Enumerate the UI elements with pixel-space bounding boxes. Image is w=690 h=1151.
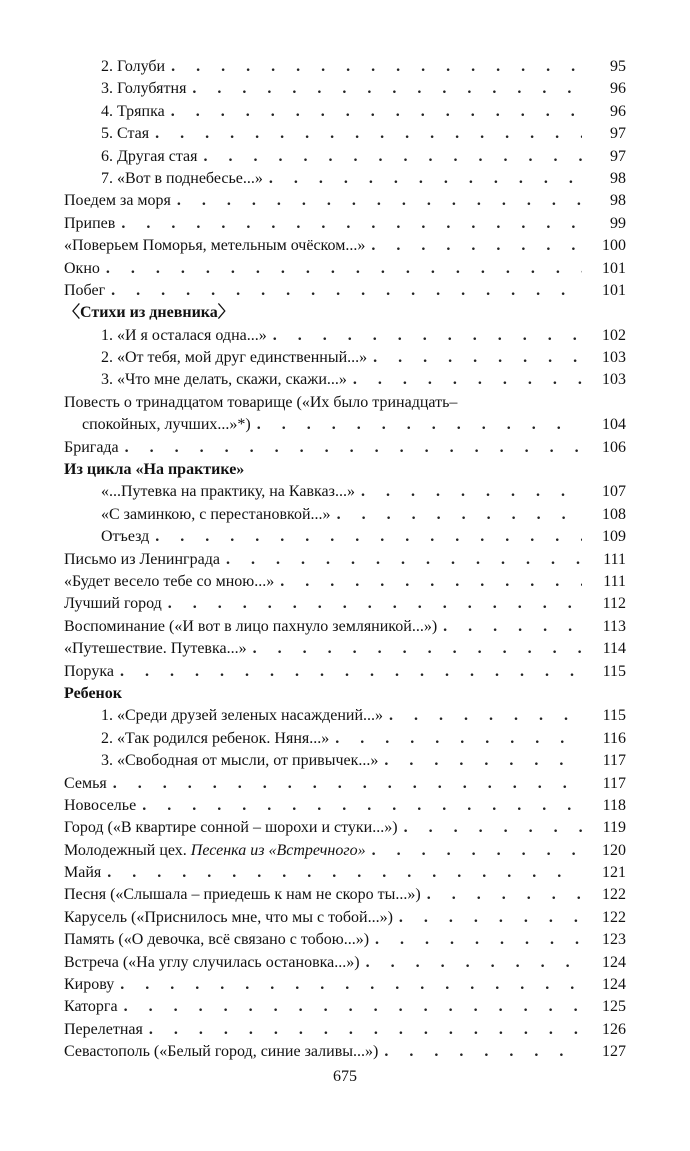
- toc-entry-page: 113: [602, 617, 626, 635]
- page-number: 675: [333, 1068, 357, 1085]
- toc-entry-title: Припев: [64, 214, 116, 232]
- toc-entry-page: 122: [602, 886, 626, 904]
- toc-entry-page: 108: [602, 505, 626, 523]
- toc-entry-title: 6. Другая стая: [101, 147, 198, 165]
- toc-entry-page: 95: [610, 58, 626, 75]
- toc-entry-page: 103: [602, 371, 626, 389]
- table-of-contents: [64, 56, 626, 1064]
- toc-entry-title: Воспоминание («И вот в лицо пахнуло земляникой...»): [64, 617, 438, 635]
- toc-entry-page: 111: [603, 572, 626, 590]
- toc-entry-title: Повесть о тринадцатом товарище («Их было тринадцать–: [64, 393, 458, 411]
- toc-entry: [64, 437, 626, 459]
- toc-entry-page: 122: [602, 908, 626, 926]
- dot-leader: [371, 235, 582, 257]
- toc-entry: [64, 258, 626, 280]
- toc-entry: [64, 504, 626, 526]
- toc-entry-title: [64, 840, 366, 862]
- toc-entry: [64, 638, 626, 660]
- dot-leader: [337, 504, 582, 526]
- toc-entry: [64, 325, 626, 347]
- toc-entry: [64, 168, 626, 190]
- toc-entry-title: Новоселье: [64, 796, 137, 814]
- toc-entry-title-plain: Молодежный цех.: [64, 841, 187, 859]
- toc-entry-title: Перелетная: [64, 1020, 143, 1038]
- toc-entry-page: 112: [602, 595, 626, 613]
- toc-entry: [64, 996, 626, 1018]
- toc-entry: [64, 549, 626, 571]
- toc-entry-title: 3. Голубятня: [101, 80, 187, 98]
- toc-entry-title: Каторга: [64, 998, 118, 1016]
- toc-entry-title: Отъезд: [101, 528, 150, 546]
- toc-entry-title: Семья: [64, 774, 107, 792]
- toc-entry-title-cont: спокойных, лучших...»*): [82, 416, 251, 434]
- dot-leader: [168, 593, 582, 615]
- toc-entry-title: Побег: [64, 281, 106, 299]
- toc-entry-page: 97: [610, 147, 626, 165]
- toc-entry: [64, 481, 626, 503]
- toc-entry-page: 126: [602, 1020, 626, 1038]
- toc-entry-title: Бригада: [64, 438, 119, 456]
- dot-leader: [111, 280, 582, 302]
- toc-entry-title: Память («О девочка, всё связано с тобою...»): [64, 931, 370, 949]
- toc-entry-title: «Поверьем Поморья, метельным очёском...»: [64, 237, 366, 255]
- toc-entry-page: 97: [610, 125, 626, 143]
- dot-leader: [192, 78, 582, 100]
- dot-leader: [177, 190, 582, 212]
- toc-entry-page: 120: [602, 841, 626, 859]
- toc-entry: [64, 190, 626, 212]
- toc-entry: [64, 862, 626, 884]
- section-heading-title: Ребенок: [64, 684, 122, 702]
- toc-entry-page: 106: [602, 438, 626, 456]
- toc-entry: [64, 146, 626, 168]
- dot-leader: [335, 728, 582, 750]
- dot-leader: [155, 526, 582, 548]
- toc-entry-line2: [64, 414, 626, 436]
- toc-entry: [64, 123, 626, 145]
- dot-leader: [273, 325, 582, 347]
- toc-entry-page: 101: [602, 259, 626, 277]
- section-heading-title: Из цикла «На практике»: [64, 461, 245, 479]
- toc-entry: [64, 750, 626, 772]
- toc-entry-title: 3. «Что мне делать, скажи, скажи...»: [101, 371, 347, 389]
- toc-entry: [64, 884, 626, 906]
- dot-leader: [280, 571, 582, 593]
- toc-entry-title: Карусель («Приснилось мне, что мы с тобой...»): [64, 908, 393, 926]
- toc-entry-title: 1. «Среди друзей зеленых насаждений...»: [101, 707, 384, 725]
- toc-entry-page: 125: [602, 998, 626, 1016]
- dot-leader: [171, 56, 582, 78]
- dot-leader: [257, 414, 582, 436]
- dot-leader: [384, 1041, 582, 1063]
- dot-leader: [125, 437, 582, 459]
- toc-entry: [64, 840, 626, 862]
- dot-leader: [399, 907, 582, 929]
- toc-entry-title: Песня («Слышала – приедешь к нам не скоро ты...»): [64, 886, 421, 904]
- toc-entry: [64, 235, 626, 257]
- toc-entry: [64, 817, 626, 839]
- dot-leader: [171, 101, 582, 123]
- toc-entry: [64, 907, 626, 929]
- toc-entry-page: 99: [610, 214, 626, 232]
- dot-leader: [373, 347, 582, 369]
- toc-entry: [64, 347, 626, 369]
- dot-leader: [142, 795, 582, 817]
- toc-entry-line1: [64, 392, 626, 414]
- dot-leader: [226, 549, 582, 571]
- toc-entry-page: 117: [602, 774, 626, 792]
- toc-entry: [64, 728, 626, 750]
- toc-section-heading: [64, 302, 626, 324]
- toc-entry-title: 1. «И я осталася одна...»: [101, 326, 267, 344]
- toc-entry-page: 123: [602, 931, 626, 949]
- toc-entry-title: Встреча («На углу случилась остановка...»): [64, 953, 360, 971]
- toc-entry-page: 100: [602, 237, 626, 255]
- toc-entry-title: Майя: [64, 864, 102, 882]
- toc-entry-page: 96: [610, 102, 626, 120]
- dot-leader: [149, 1019, 582, 1041]
- toc-entry-page: 117: [602, 752, 626, 770]
- toc-entry-page: 118: [602, 796, 626, 814]
- toc-entry-title: 2. «От тебя, мой друг единственный...»: [101, 349, 368, 367]
- toc-entry-page: 111: [603, 550, 626, 568]
- dot-leader: [203, 146, 582, 168]
- dot-leader: [253, 638, 582, 660]
- toc-entry-title: 7. «Вот в поднебесье...»: [101, 169, 263, 187]
- toc-entry-page: 121: [602, 864, 626, 882]
- toc-entry-page: 98: [610, 192, 626, 210]
- toc-entry-title: Поедем за моря: [64, 192, 171, 210]
- dot-leader: [443, 616, 582, 638]
- toc-entry: [64, 929, 626, 951]
- dot-leader: [121, 213, 582, 235]
- toc-entry: [64, 952, 626, 974]
- toc-entry: [64, 56, 626, 78]
- dot-leader: [389, 705, 582, 727]
- dot-leader: [269, 168, 582, 190]
- toc-entry-page: 127: [602, 1043, 626, 1061]
- toc-entry-page: 101: [602, 281, 626, 299]
- toc-entry: [64, 661, 626, 683]
- toc-entry-page: 115: [602, 707, 626, 725]
- toc-entry-title: Окно: [64, 259, 100, 277]
- toc-entry: [64, 78, 626, 100]
- toc-entry-title: «С заминкою, с перестановкой...»: [101, 505, 331, 523]
- toc-entry-page: 115: [602, 662, 626, 680]
- dot-leader: [427, 884, 582, 906]
- dot-leader: [404, 817, 582, 839]
- dot-leader: [366, 952, 582, 974]
- dot-leader: [384, 750, 582, 772]
- toc-entry-page: 124: [602, 976, 626, 994]
- toc-entry-page: 119: [602, 819, 626, 837]
- toc-entry: [64, 1019, 626, 1041]
- dot-leader: [353, 369, 582, 391]
- toc-entry-page: 114: [602, 640, 626, 658]
- dot-leader: [106, 258, 582, 280]
- toc-entry-page: 98: [610, 169, 626, 187]
- dot-leader: [155, 123, 582, 145]
- dot-leader: [113, 773, 582, 795]
- toc-entry-title: Кирову: [64, 976, 115, 994]
- toc-entry: [64, 526, 626, 548]
- toc-entry-title: «Путешествие. Путевка...»: [64, 640, 247, 658]
- toc-entry: [64, 213, 626, 235]
- toc-entry-title: 5. Стая: [101, 125, 150, 143]
- toc-entry-title: Город («В квартире сонной – шорохи и стуки...»): [64, 819, 398, 837]
- toc-entry-page: 109: [602, 528, 626, 546]
- toc-entry-page: 107: [602, 483, 626, 501]
- toc-entry: [64, 705, 626, 727]
- toc-entry-title: 3. «Свободная от мысли, от привычек...»: [101, 752, 379, 770]
- dot-leader: [120, 661, 582, 683]
- toc-entry: [64, 795, 626, 817]
- dot-leader: [375, 929, 582, 951]
- toc-entry-page: 116: [602, 729, 626, 747]
- dot-leader: [372, 840, 582, 862]
- toc-entry: [64, 101, 626, 123]
- toc-entry-title: 2. Голуби: [101, 58, 166, 75]
- toc-entry-title: «...Путевка на практику, на Кавказ...»: [101, 483, 355, 501]
- toc-entry: [64, 974, 626, 996]
- toc-entry: [64, 593, 626, 615]
- toc-entry-title: Порука: [64, 662, 114, 680]
- dot-leader: [124, 996, 582, 1018]
- toc-section-heading: [64, 459, 626, 481]
- toc-entry-page: 104: [602, 416, 626, 434]
- toc-entry-page: 103: [602, 349, 626, 367]
- dot-leader: [107, 862, 582, 884]
- toc-entry-page: 96: [610, 80, 626, 98]
- dot-leader: [361, 481, 582, 503]
- toc-section-heading: [64, 683, 626, 705]
- toc-entry: [64, 616, 626, 638]
- dot-leader: [120, 974, 582, 996]
- toc-entry-title: Лучший город: [64, 595, 162, 613]
- toc-entry-title-italic: Песенка из «Встречного»: [190, 841, 366, 859]
- toc-entry-page: 124: [602, 953, 626, 971]
- toc-entry: [64, 571, 626, 593]
- section-heading-title: 〈Стихи из дневника〉: [64, 304, 234, 322]
- toc-entry-title: «Будет весело тебе со мною...»: [64, 572, 275, 590]
- toc-entry-page: 102: [602, 326, 626, 344]
- toc-entry: [64, 1041, 626, 1063]
- toc-entry-title: 4. Тряпка: [101, 102, 165, 120]
- toc-entry-title: Письмо из Ленинграда: [64, 550, 220, 568]
- toc-entry-title: 2. «Так родился ребенок. Няня...»: [101, 729, 330, 747]
- toc-entry: [64, 280, 626, 302]
- toc-entry: [64, 773, 626, 795]
- toc-entry-title: Севастополь («Белый город, синие заливы...»): [64, 1043, 379, 1061]
- toc-entry: [64, 369, 626, 391]
